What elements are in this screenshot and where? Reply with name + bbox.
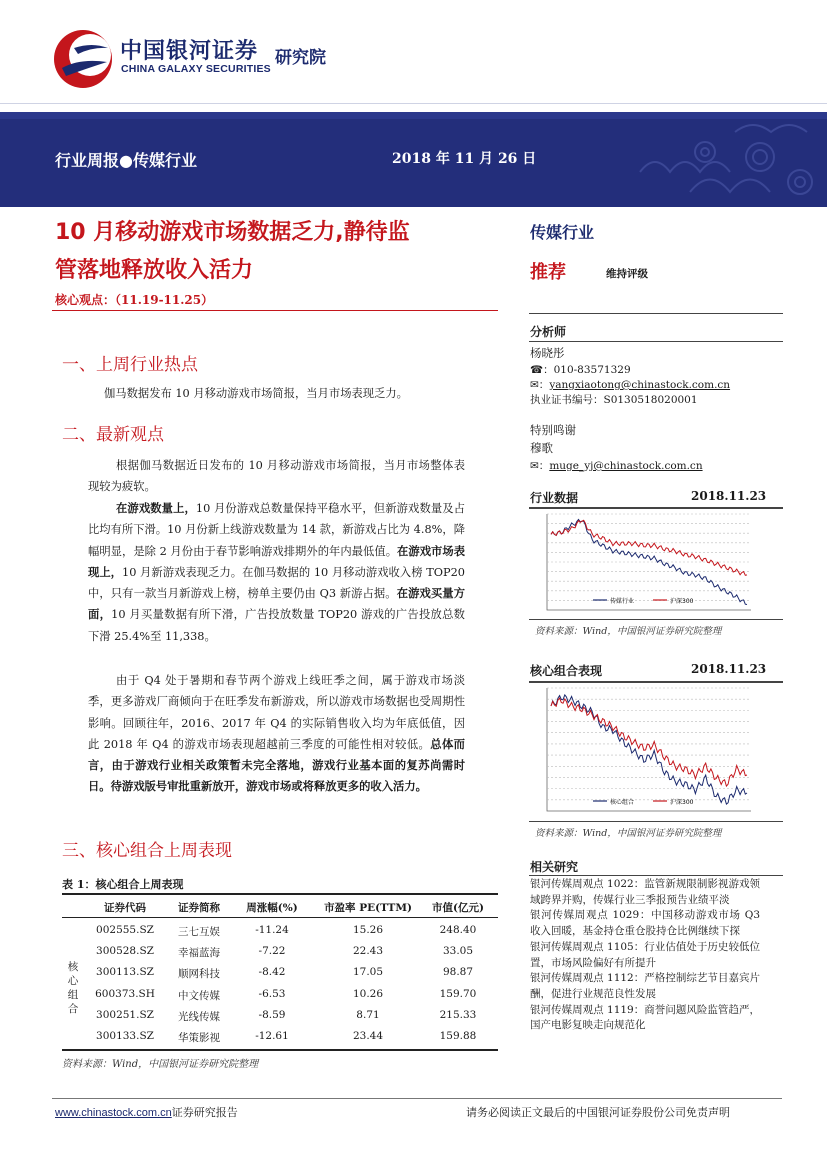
table-cell: 光线传媒 <box>178 1010 220 1023</box>
analyst-name: 杨晓彤 <box>530 346 565 360</box>
footer-url-link[interactable]: www.chinastock.com.cn <box>55 1107 172 1119</box>
brand-name-en: CHINA GALAXY SECURITIES <box>121 63 271 75</box>
table-cell: 300133.SZ <box>96 1030 154 1042</box>
related-research-item[interactable]: 银河传媒周观点 1105：行业估值处于历史较低位置，市场风险偏好有所提升 <box>530 940 760 969</box>
view-bold-2: 在游戏市场表现上， <box>88 543 465 579</box>
table-cell: 159.88 <box>439 1030 477 1042</box>
table-cell: 002555.SZ <box>96 924 154 936</box>
chart-legend-label: 核心组合 <box>610 799 635 806</box>
industry-chart-bottom-rule <box>529 619 783 620</box>
table-cell: -8.42 <box>258 966 286 979</box>
table-cell: -11.24 <box>255 924 289 936</box>
table-cell: 215.33 <box>439 1008 477 1021</box>
table-cell: 8.71 <box>356 1008 380 1021</box>
table-cell: 中文传媒 <box>178 989 220 1002</box>
table-cell: -8.59 <box>258 1008 286 1021</box>
view-bold-1: 在游戏数量上， <box>116 501 196 515</box>
view-bold-3: 在游戏买量方面， <box>88 586 465 622</box>
related-research-list <box>530 877 760 1034</box>
chart-legend-label: 沪深300 <box>670 799 694 806</box>
related-research-item[interactable]: 银河传媒周观点 1029：中国移动游戏市场 Q3 收入回暖，基金持仓重仓股持仓比例继续下探 <box>530 909 760 938</box>
brand-name-cn: 中国银河证券 <box>120 39 259 64</box>
related-research-item[interactable]: 银河传媒周观点 1112：严格控制综艺节目嘉宾片酬，促进行业规范良性发展 <box>530 972 760 1000</box>
footer-left <box>55 1104 238 1120</box>
table-header-pe: 市盈率 PE(TTM) <box>324 902 412 914</box>
table-cell: 三七互娱 <box>178 926 220 938</box>
table-cell: 300528.SZ <box>96 945 154 958</box>
table-cell: 300113.SZ <box>96 966 154 979</box>
industry-chart <box>533 510 755 618</box>
report-date: 2018 年 11 月 26 日 <box>392 151 537 167</box>
table-cell: 248.40 <box>439 924 477 936</box>
portfolio-chart-title: 核心组合表现 <box>530 664 603 678</box>
sector-name: 传媒行业 <box>530 223 595 242</box>
related-research-rule <box>529 875 783 876</box>
table-group-label <box>66 960 80 1016</box>
thanks-label: 特别鸣谢 <box>530 423 576 437</box>
analyst-heading: 分析师 <box>530 325 567 339</box>
chart-legend-label: 传媒行业 <box>610 598 635 605</box>
section-heading-portfolio: 三、核心组合上周表现 <box>62 841 232 861</box>
table-cell: 幸福蓝海 <box>178 947 220 960</box>
table-cell: -7.22 <box>258 945 286 958</box>
sidebar-rule <box>529 313 783 314</box>
table-group-label-char: 核 <box>67 961 79 973</box>
portfolio-chart-date: 2018.11.23 <box>691 662 767 676</box>
table-header-change: 周涨幅(%) <box>246 902 298 914</box>
table-cell: 17.05 <box>352 966 384 979</box>
brand-department: 研究院 <box>275 48 326 68</box>
portfolio-chart-source: 资料来源：Wind，中国银河证券研究院整理 <box>535 828 722 839</box>
view-bold-4: 总体而言，由于游戏行业相关政策暂未完全落地，游戏行业基本面的复苏尚需时日。待游戏版号审批重新放开，游戏市场或将释放更多的收入活力。 <box>88 736 465 794</box>
view-text-4: 由于 Q4 处于暑期和春节两个游戏上线旺季之间，属于游戏市场淡季，更多游戏厂商倾向于在旺季发布新游戏，所以游戏市场数据也受周期性影响。回顾往年，2016、2017 年 Q4 的实际销售收入均为年底低值，因此 2018 年 Q4 的游戏市场表现超越前三季度的可能性相对较低。 <box>88 674 465 751</box>
table-cell: 98.87 <box>442 966 474 979</box>
footer-left-text: 证券研究报告 <box>171 1106 238 1119</box>
table-top-rule <box>62 893 498 895</box>
view-text-2: 10 月新游戏表现乏力。在伽马数据的 10 月移动游戏收入榜 TOP20 中，只有一款当月新游戏上榜，榜单主要仍由 Q3 新游占据。 <box>88 565 465 601</box>
industry-chart-date: 2018.11.23 <box>691 489 767 503</box>
phone-icon: ☎： <box>530 364 554 376</box>
analyst-license: 执业证书编号：S0130518020001 <box>530 394 698 406</box>
thanks-email <box>530 458 703 473</box>
related-research-item[interactable]: 银河传媒周观点 1119：商誉问题风险监管趋严，国产电影复映走向规范化 <box>530 1003 760 1032</box>
chart-series-line <box>551 698 747 786</box>
footer-rule <box>52 1098 782 1099</box>
rating-note: 维持评级 <box>606 268 648 280</box>
header-divider <box>0 103 827 104</box>
table-cell: 华策影视 <box>178 1032 220 1044</box>
thanks-email-link[interactable]: muge_yj@chinastock.com.cn <box>549 460 703 472</box>
table-bottom-rule <box>62 1049 498 1051</box>
table-header-rule <box>62 917 498 918</box>
analyst-phone <box>530 362 631 377</box>
report-title <box>55 214 505 290</box>
table-group-label-char: 心 <box>67 975 79 987</box>
table-caption: 表 1：核心组合上周表现 <box>62 878 184 891</box>
chart-axis <box>547 688 751 811</box>
industry-chart-rule <box>529 507 783 509</box>
report-type: 行业周报●传媒行业 <box>55 151 197 170</box>
industry-chart-title: 行业数据 <box>530 491 579 505</box>
portfolio-chart-bottom-rule <box>529 821 783 822</box>
view-text-1: 10 月份游戏总数量保持平稳水平，但新游戏数量及占比均有所下滑。10 月份新上线游戏数量为 14 款，新游戏占比为 4.8%，降幅明显，是除 2 月份由于春节影响游戏排期外的年内最低值。 <box>88 502 465 558</box>
table-cell: 23.44 <box>352 1030 384 1042</box>
table-cell: 顺网科技 <box>178 968 220 981</box>
thanks-name: 穆歌 <box>530 441 553 455</box>
table-cell: -12.61 <box>255 1030 289 1042</box>
analyst-phone-number: 010-83571329 <box>553 364 631 376</box>
table-group-label-char: 组 <box>67 989 79 1001</box>
analyst-email <box>530 377 730 392</box>
table-cell: 22.43 <box>352 945 384 958</box>
view-paragraph-2 <box>88 498 465 647</box>
report-title-line1: 10 月移动游戏市场数据乏力,静待监 <box>55 220 410 245</box>
table-cell: 15.26 <box>352 924 384 936</box>
title-divider <box>52 310 498 311</box>
industry-chart-source: 资料来源：Wind，中国银河证券研究院整理 <box>535 626 722 637</box>
table-cell: 300251.SZ <box>96 1008 154 1021</box>
hotspot-paragraph: 伽马数据发布 10 月移动游戏市场简报，当月市场表现乏力。 <box>104 387 408 400</box>
related-research-item[interactable]: 银河传媒周观点 1022：监管新规限制影视游戏领域跨界并购，传媒行业三季报预告业绩平淡 <box>530 878 760 906</box>
table-cell: 159.70 <box>439 987 477 1000</box>
table-group-label-char: 合 <box>67 1003 79 1015</box>
portfolio-chart-rule <box>529 681 783 683</box>
table-cell: 33.05 <box>442 945 474 958</box>
analyst-rule <box>529 341 783 342</box>
related-research-heading: 相关研究 <box>530 860 579 874</box>
mail-icon: ✉： <box>530 379 550 391</box>
mail-icon: ✉： <box>530 460 550 472</box>
analyst-email-link[interactable]: yangxiaotong@chinastock.com.cn <box>549 379 731 391</box>
rating: 推荐 <box>530 262 566 283</box>
table-cell: 600373.SH <box>95 987 155 1000</box>
footer-disclaimer: 请务必阅读正文最后的中国银河证券股份公司免责声明 <box>466 1106 730 1119</box>
chart-legend-label: 沪深300 <box>670 598 694 605</box>
table-cell: 10.26 <box>352 987 384 1000</box>
section-heading-hotspot: 一、上周行业热点 <box>62 355 198 375</box>
view-paragraph-3 <box>88 670 465 798</box>
banner-top-strip <box>0 112 827 119</box>
view-text-3: 10 月买量数据有所下滑，广告投放数量 TOP20 游戏的广告投放总数下滑 25.4%至 11,338。 <box>88 608 465 643</box>
report-title-line2: 管落地释放收入活力 <box>55 258 254 283</box>
galaxy-logo <box>52 28 114 90</box>
core-view-label: 核心观点：（11.19-11.25） <box>55 293 214 307</box>
table-header-code: 证券代码 <box>104 902 146 914</box>
portfolio-chart <box>533 684 755 819</box>
table-header-mktcap: 市值(亿元) <box>432 902 484 914</box>
view-paragraph-1: 根据伽马数据近日发布的 10 月移动游戏市场简报，当月市场整体表现较为疲软。 <box>88 459 465 494</box>
chart-series-line <box>551 520 747 575</box>
table-header-name: 证券简称 <box>178 902 220 914</box>
section-heading-view: 二、最新观点 <box>62 425 164 445</box>
table-cell: -6.53 <box>258 987 286 1000</box>
table-source: 资料来源：Wind，中国银河证券研究院整理 <box>62 1059 259 1070</box>
